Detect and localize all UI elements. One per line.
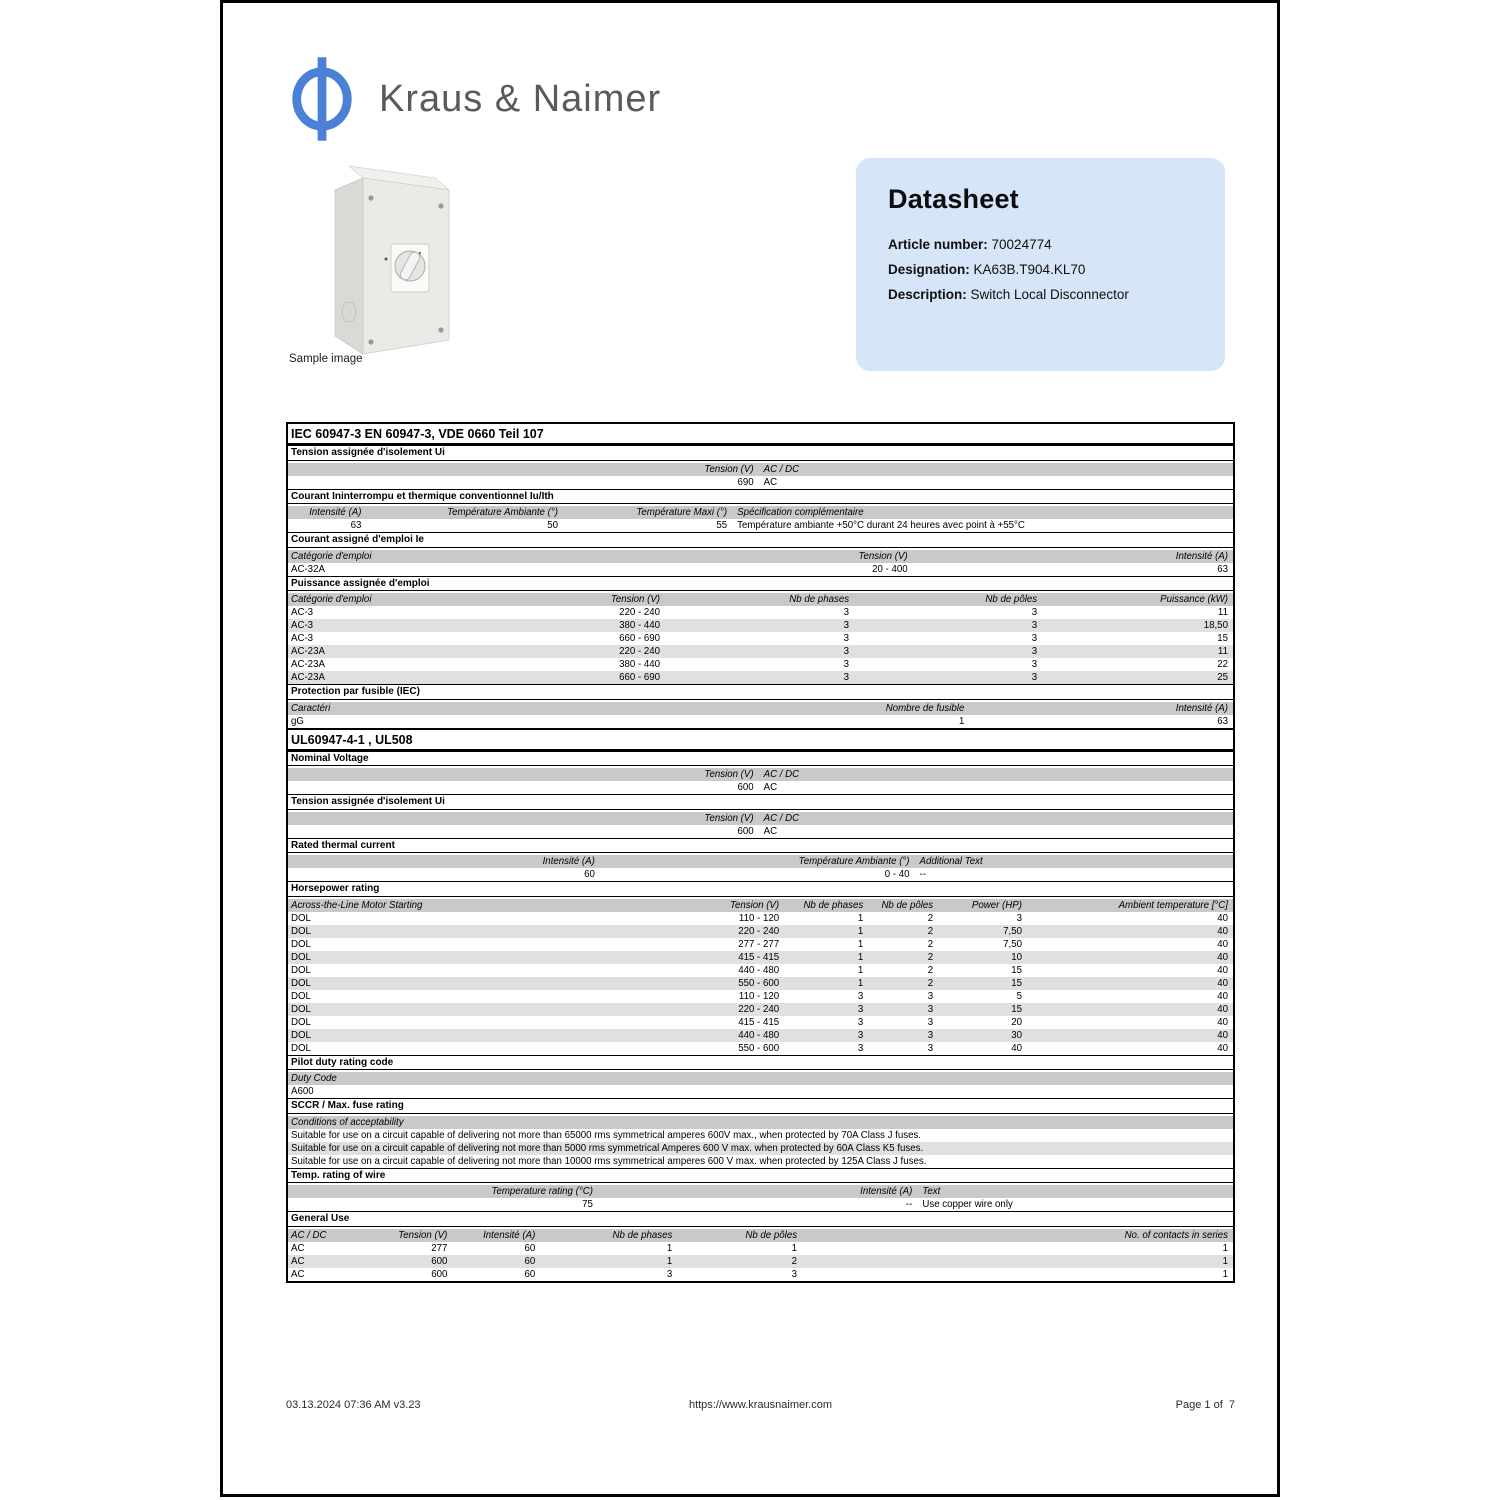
table-cell: AC / DC xyxy=(291,1229,327,1241)
table-cell: 277 xyxy=(431,1242,448,1254)
table-data-row xyxy=(288,1242,1233,1255)
table-cell: A600 xyxy=(291,1086,314,1097)
table-cell: 15 xyxy=(1011,977,1022,989)
table-cell: 40 xyxy=(1217,925,1228,937)
table-cell: 40 xyxy=(1217,990,1228,1002)
table-cell: Conditions of acceptability xyxy=(291,1116,404,1128)
footer-timestamp: 03.13.2024 07:36 AM v3.23 xyxy=(286,1399,421,1411)
table-cell: DOL xyxy=(291,912,311,924)
table-header-row xyxy=(288,810,1233,825)
table-data-row xyxy=(288,715,1233,728)
table-cell: 1 xyxy=(666,1242,673,1254)
table-cell: AC-23A xyxy=(291,672,325,683)
table-cell: AC xyxy=(763,476,778,488)
table-cell: 3 xyxy=(927,1029,934,1041)
table-cell: 40 xyxy=(1217,964,1228,976)
table-cell: 1 xyxy=(1222,1242,1228,1254)
table-data-row xyxy=(288,671,1233,684)
section-title-row: Courant assigné d'emploi Ie xyxy=(288,532,1233,548)
table-cell: DOL xyxy=(291,977,311,989)
table-cell: 40 xyxy=(1217,938,1228,950)
table-cell: 3 xyxy=(927,1003,934,1015)
table-data-row xyxy=(288,606,1233,619)
table-cell: 63 xyxy=(1217,715,1228,727)
table-data-row xyxy=(288,925,1233,938)
table-cell: 550 - 600 xyxy=(738,1042,780,1054)
product-sample-image xyxy=(323,164,455,356)
table-cell: 660 - 690 xyxy=(619,672,661,683)
table-cell: gG xyxy=(291,715,304,727)
table-cell: AC xyxy=(291,1255,305,1267)
table-cell: AC xyxy=(291,1242,305,1254)
table-cell: 40 xyxy=(1217,1016,1228,1028)
article-number-label: Article number: xyxy=(888,237,988,252)
table-cell: 60 xyxy=(524,1242,536,1254)
table-cell: 220 - 240 xyxy=(619,607,661,618)
table-cell: 1 xyxy=(857,977,864,989)
kraus-naimer-phi-logo-icon xyxy=(287,53,357,145)
section-title-row: Protection par fusible (IEC) xyxy=(288,684,1233,700)
description-value: Switch Local Disconnector xyxy=(966,287,1129,302)
datasheet-info-card xyxy=(856,158,1225,371)
table-cell: AC-3 xyxy=(291,633,314,644)
table-cell: 3 xyxy=(843,659,850,670)
table-cell: 7,50 xyxy=(1003,938,1022,950)
table-cell: Tension (V) xyxy=(729,899,780,911)
table-data-row xyxy=(288,1016,1233,1029)
table-cell: 1 xyxy=(1222,1255,1228,1267)
table-cell: 22 xyxy=(1217,659,1228,670)
table-cell: 40 xyxy=(1217,951,1228,963)
table-cell: Duty Code xyxy=(291,1073,337,1084)
section-title-row: Tension assignée d'isolement Ui xyxy=(288,794,1233,810)
table-data-row xyxy=(288,1198,1233,1211)
table-cell: Intensité (A) xyxy=(542,856,595,867)
table-data-row xyxy=(288,781,1233,794)
table-cell: DOL xyxy=(291,938,311,950)
table-cell: 600 xyxy=(737,825,754,837)
standard-section-title: IEC 60947-3 EN 60947-3, VDE 0660 Teil 107 xyxy=(288,424,1233,445)
table-cell: 1 xyxy=(857,938,864,950)
table-data-row xyxy=(288,1029,1233,1042)
table-cell: Power (HP) xyxy=(971,899,1022,911)
table-cell: 1 xyxy=(857,964,864,976)
table-cell: 3 xyxy=(1031,672,1038,683)
table-data-row xyxy=(288,1155,1233,1168)
table-cell: Across-the-Line Motor Starting xyxy=(291,899,423,911)
table-data-row xyxy=(288,938,1233,951)
section-title-row: Puissance assignée d'emploi xyxy=(288,576,1233,592)
table-cell: Text xyxy=(922,1186,941,1197)
table-header-row xyxy=(288,1183,1233,1198)
table-cell: DOL xyxy=(291,951,311,963)
table-data-row xyxy=(288,632,1233,645)
table-cell: 2 xyxy=(927,964,934,976)
table-cell: 600 xyxy=(431,1268,448,1280)
footer-url: https://www.krausnaimer.com xyxy=(688,1399,833,1411)
designation-line xyxy=(888,260,1193,279)
table-cell: 15 xyxy=(1011,964,1022,976)
table-header-row xyxy=(288,897,1233,912)
table-cell: 415 - 415 xyxy=(738,951,780,963)
table-cell: 15 xyxy=(1011,1003,1022,1015)
table-cell: 3 xyxy=(857,1016,864,1028)
table-cell: 1 xyxy=(791,1242,798,1254)
table-cell: 110 - 120 xyxy=(738,912,780,924)
table-cell: 10 xyxy=(1011,951,1022,963)
table-header-row xyxy=(288,766,1233,781)
table-data-row xyxy=(288,868,1233,881)
brand-header xyxy=(287,53,661,145)
datasheet-page xyxy=(220,0,1280,1497)
table-cell: Nb de pôles xyxy=(881,899,934,911)
table-cell: 3 xyxy=(791,1268,798,1280)
table-cell: Température Maxi (°) xyxy=(636,507,728,518)
table-cell: Température ambiante +50°C durant 24 heures avec point à +55°C xyxy=(737,520,1025,531)
table-cell: 3 xyxy=(1031,620,1038,631)
table-cell: Ambient temperature [°C] xyxy=(1118,899,1228,911)
table-cell: Additional Text xyxy=(919,856,983,867)
article-number-value: 70024774 xyxy=(987,237,1052,252)
table-cell: 40 xyxy=(1011,1042,1022,1054)
table-data-row xyxy=(288,619,1233,632)
table-cell: Tension (V) xyxy=(610,594,661,605)
table-cell: AC xyxy=(763,782,778,793)
table-cell: 440 - 480 xyxy=(738,964,780,976)
table-data-row xyxy=(288,912,1233,925)
table-cell: 60 xyxy=(584,869,595,880)
table-cell: 1 xyxy=(666,1255,673,1267)
table-cell: Caractéri xyxy=(291,702,331,714)
table-cell: 3 xyxy=(857,1003,864,1015)
table-cell: DOL xyxy=(291,1016,311,1028)
table-cell: Spécification complémentaire xyxy=(737,507,864,518)
table-cell: 20 xyxy=(1011,1016,1022,1028)
table-data-row xyxy=(288,1129,1233,1142)
description-label: Description: xyxy=(888,287,967,302)
table-header-row xyxy=(288,461,1233,476)
table-cell: 63 xyxy=(1217,563,1228,575)
table-cell: Tension (V) xyxy=(704,463,754,475)
table-cell: 0 - 40 xyxy=(884,869,910,880)
table-cell: AC-23A xyxy=(291,646,325,657)
table-cell: Intensité (A) xyxy=(309,507,362,518)
table-header-row xyxy=(288,700,1233,715)
table-cell: AC / DC xyxy=(763,769,800,780)
table-cell: 40 xyxy=(1217,1003,1228,1015)
table-header-row xyxy=(288,548,1233,563)
table-cell: Nb de pôles xyxy=(985,594,1038,605)
table-cell: 1 xyxy=(958,715,965,727)
table-cell: -- xyxy=(919,869,926,880)
table-data-row xyxy=(288,964,1233,977)
table-cell: DOL xyxy=(291,1029,311,1041)
table-cell: DOL xyxy=(291,1042,311,1054)
table-cell: AC-3 xyxy=(291,607,314,618)
table-header-row xyxy=(288,853,1233,868)
table-cell: 40 xyxy=(1217,1029,1228,1041)
table-cell: DOL xyxy=(291,925,311,937)
page-footer xyxy=(286,1399,1235,1411)
table-cell: 2 xyxy=(927,977,934,989)
table-data-row xyxy=(288,1003,1233,1016)
table-cell: 600 xyxy=(737,782,754,793)
table-header-row xyxy=(288,591,1233,606)
standard-section-title: UL60947-4-1 , UL508 xyxy=(288,728,1233,751)
table-cell: 3 xyxy=(1031,633,1038,644)
table-cell: -- xyxy=(905,1199,913,1210)
table-cell: 2 xyxy=(927,938,934,950)
table-cell: 3 xyxy=(843,633,850,644)
datasheet-title: Datasheet xyxy=(888,184,1019,214)
table-cell: 220 - 240 xyxy=(619,646,661,657)
table-cell: 3 xyxy=(1031,646,1038,657)
table-cell: 380 - 440 xyxy=(619,620,661,631)
table-cell: 2 xyxy=(791,1255,798,1267)
table-cell: Tension (V) xyxy=(858,550,908,562)
table-cell: Puissance (kW) xyxy=(1160,594,1228,605)
table-cell: 3 xyxy=(843,607,850,618)
table-cell: 690 xyxy=(737,476,754,488)
section-title-row: Horsepower rating xyxy=(288,881,1233,897)
table-cell: 380 - 440 xyxy=(619,659,661,670)
table-cell: 40 xyxy=(1217,1042,1228,1054)
table-cell: DOL xyxy=(291,990,311,1002)
section-title-row: Pilot duty rating code xyxy=(288,1055,1233,1071)
table-cell: 60 xyxy=(524,1268,536,1280)
article-number-line xyxy=(888,235,1193,254)
table-cell: 3 xyxy=(843,646,850,657)
table-cell: Suitable for use on a circuit capable of delivering not more than 65000 rms symmetrical amperes 600V max., when protected by 70A Class J fuses. xyxy=(291,1129,922,1141)
table-cell: Nb de phases xyxy=(789,594,850,605)
table-cell: 3 xyxy=(927,990,934,1002)
table-cell: AC xyxy=(763,825,778,837)
section-title-row: Nominal Voltage xyxy=(288,751,1233,767)
table-cell: No. of contacts in series xyxy=(1124,1229,1228,1241)
table-cell: AC xyxy=(291,1268,305,1280)
table-cell: 1 xyxy=(857,925,864,937)
table-cell: 55 xyxy=(716,520,728,531)
description-line xyxy=(888,285,1193,304)
table-cell: 660 - 690 xyxy=(619,633,661,644)
table-cell: 11 xyxy=(1217,646,1228,657)
table-cell: AC-3 xyxy=(291,620,314,631)
table-cell: 7,50 xyxy=(1003,925,1022,937)
section-title-row: Tension assignée d'isolement Ui xyxy=(288,445,1233,461)
table-cell: 277 - 277 xyxy=(738,938,780,950)
section-title-row: SCCR / Max. fuse rating xyxy=(288,1098,1233,1114)
table-cell: 440 - 480 xyxy=(738,1029,780,1041)
table-cell: AC / DC xyxy=(763,812,800,824)
table-data-row xyxy=(288,825,1233,838)
table-cell: 110 - 120 xyxy=(738,990,780,1002)
table-data-row xyxy=(288,1142,1233,1155)
designation-label: Designation: xyxy=(888,262,970,277)
table-cell: 600 xyxy=(431,1255,448,1267)
section-title-row: Courant Ininterrompu et thermique conventionnel Iu/Ith xyxy=(288,489,1233,505)
table-cell: Nb de pôles xyxy=(745,1229,798,1241)
table-cell: 1 xyxy=(1222,1268,1228,1280)
table-data-row xyxy=(288,977,1233,990)
table-data-row xyxy=(288,990,1233,1003)
table-cell: Tension (V) xyxy=(704,812,754,824)
table-cell: 415 - 415 xyxy=(738,1016,780,1028)
table-cell: 550 - 600 xyxy=(738,977,780,989)
designation-value: KA63B.T904.KL70 xyxy=(969,262,1086,277)
table-cell: Suitable for use on a circuit capable of delivering not more than 5000 rms symmetrical Amperes 600 V max. when protected by 60A Class K5 fuses. xyxy=(291,1142,924,1154)
table-cell: 63 xyxy=(350,520,362,531)
table-cell: 3 xyxy=(1031,659,1038,670)
table-cell: Intensité (A) xyxy=(860,1186,913,1197)
table-data-row xyxy=(288,519,1233,532)
table-cell: Température Ambiante (°) xyxy=(798,856,910,867)
table-data-row xyxy=(288,1042,1233,1055)
section-title-row: General Use xyxy=(288,1211,1233,1227)
table-cell: 25 xyxy=(1217,672,1228,683)
table-data-row xyxy=(288,951,1233,964)
table-cell: 40 xyxy=(1217,977,1228,989)
table-cell: 30 xyxy=(1011,1029,1022,1041)
table-cell: 1 xyxy=(857,951,864,963)
table-cell: 3 xyxy=(927,1016,934,1028)
product-image-wrap xyxy=(323,164,455,361)
table-cell: AC-32A xyxy=(291,563,325,575)
table-cell: Tension (V) xyxy=(398,1229,448,1241)
table-cell: 3 xyxy=(857,990,864,1002)
table-cell: 60 xyxy=(524,1255,536,1267)
section-title-row: Temp. rating of wire xyxy=(288,1168,1233,1184)
table-header-row xyxy=(288,1227,1233,1242)
table-cell: 3 xyxy=(1016,912,1022,924)
table-cell: Intensité (A) xyxy=(483,1229,536,1241)
table-data-row xyxy=(288,563,1233,576)
table-cell: 2 xyxy=(927,951,934,963)
table-cell: DOL xyxy=(291,964,311,976)
table-cell: 3 xyxy=(857,1042,864,1054)
table-cell: 15 xyxy=(1217,633,1228,644)
table-cell: Temperature rating (°C) xyxy=(491,1186,593,1197)
table-data-row xyxy=(288,476,1233,489)
table-cell: Nb de phases xyxy=(803,899,864,911)
table-cell: AC / DC xyxy=(763,463,800,475)
table-cell: Catégorie d'emploi xyxy=(291,594,372,605)
brand-name: Kraus & Naimer xyxy=(379,77,662,120)
table-cell: 3 xyxy=(857,1029,864,1041)
table-cell: Suitable for use on a circuit capable of delivering not more than 10000 rms symmetrical amperes 600 V max. when protected by 125A Class J fuses. xyxy=(291,1155,927,1167)
section-title-row: Rated thermal current xyxy=(288,838,1233,854)
table-data-row xyxy=(288,1255,1233,1268)
table-cell: Intensité (A) xyxy=(1175,550,1228,562)
table-cell: 220 - 240 xyxy=(738,1003,780,1015)
table-data-row xyxy=(288,658,1233,671)
table-cell: Use copper wire only xyxy=(922,1199,1013,1210)
table-data-row xyxy=(288,645,1233,658)
table-cell: 3 xyxy=(666,1268,673,1280)
table-data-row xyxy=(288,1268,1233,1281)
table-cell: Intensité (A) xyxy=(1175,702,1228,714)
sample-image-caption: Sample image xyxy=(289,353,363,365)
table-cell: DOL xyxy=(291,1003,311,1015)
table-cell: Tension (V) xyxy=(704,769,754,780)
table-header-row xyxy=(288,1114,1233,1129)
table-cell: 11 xyxy=(1217,607,1228,618)
footer-page-number: Page 1 of 7 xyxy=(1175,1399,1235,1411)
table-cell: 5 xyxy=(1016,990,1022,1002)
table-cell: Température Ambiante (°) xyxy=(447,507,558,518)
table-cell: Nb de phases xyxy=(612,1229,673,1241)
table-cell: 18,50 xyxy=(1203,620,1228,631)
table-cell: 3 xyxy=(1031,607,1038,618)
table-cell: 1 xyxy=(857,912,864,924)
table-cell: Nombre de fusible xyxy=(885,702,965,714)
table-cell: 50 xyxy=(547,520,558,531)
table-cell: 75 xyxy=(582,1199,593,1210)
table-cell: 2 xyxy=(927,925,934,937)
table-header-row xyxy=(288,504,1233,519)
table-cell: 3 xyxy=(843,672,850,683)
table-cell: 3 xyxy=(843,620,850,631)
table-cell: AC-23A xyxy=(291,659,325,670)
spec-table xyxy=(286,422,1235,1283)
table-cell: 2 xyxy=(927,912,934,924)
table-cell: 220 - 240 xyxy=(738,925,780,937)
table-header-row xyxy=(288,1070,1233,1085)
table-cell: Catégorie d'emploi xyxy=(291,550,372,562)
table-data-row xyxy=(288,1085,1233,1098)
table-cell: 40 xyxy=(1217,912,1228,924)
table-cell: 3 xyxy=(927,1042,934,1054)
table-cell: 20 - 400 xyxy=(872,563,908,575)
